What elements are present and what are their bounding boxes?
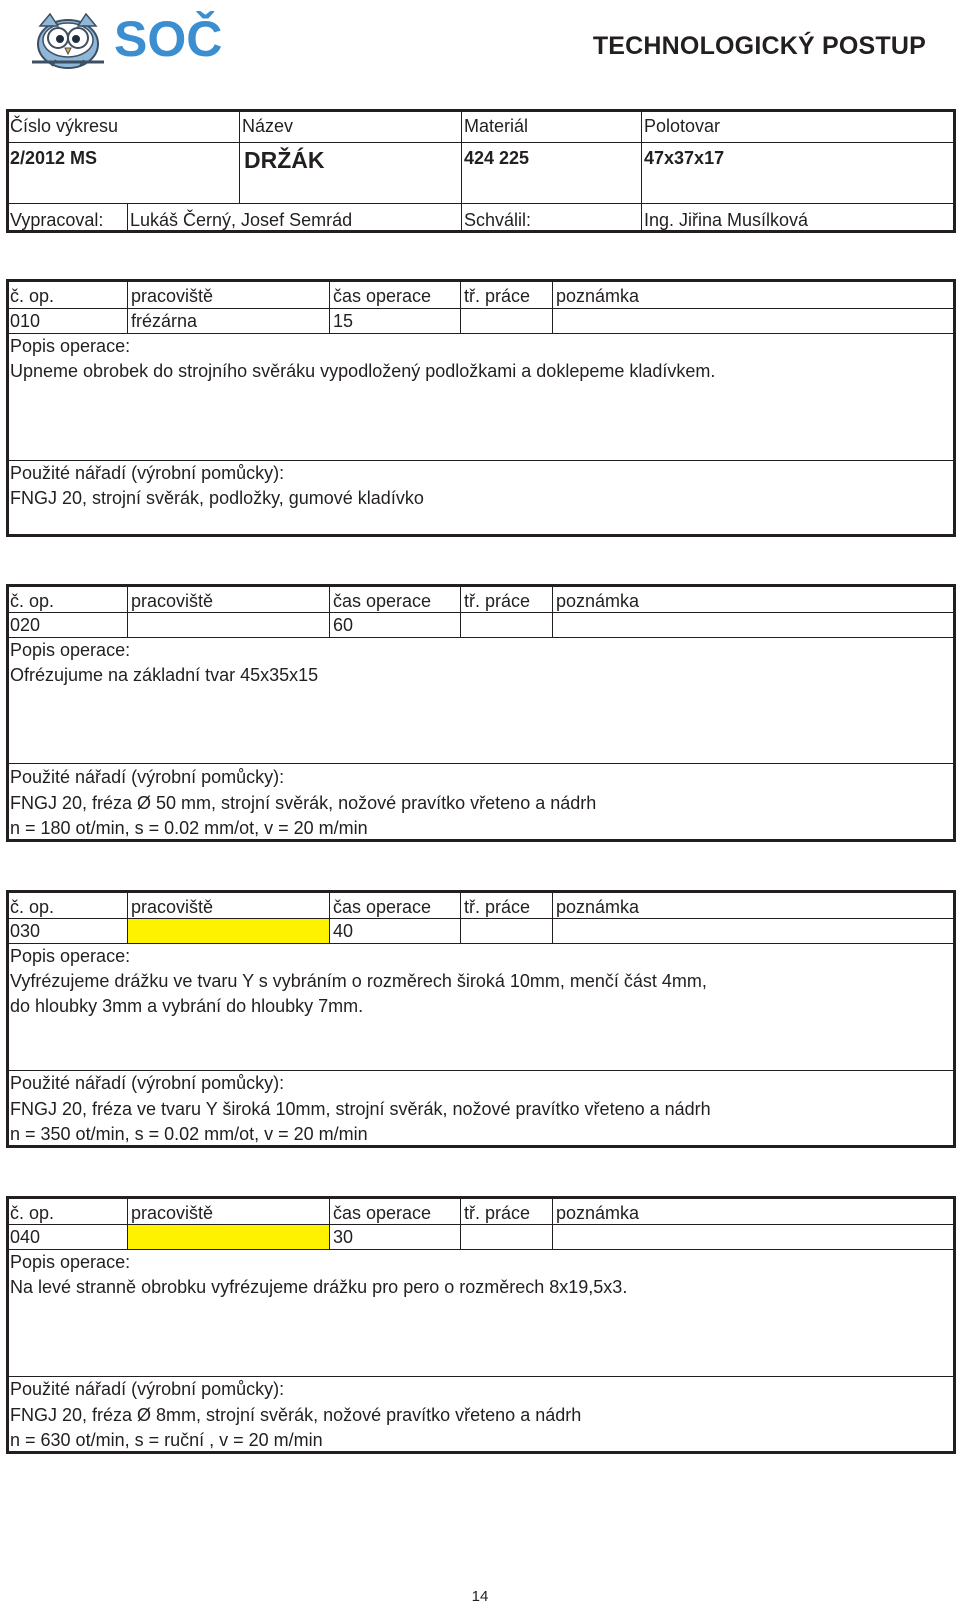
operation-block-030 [6, 890, 956, 1148]
time-value: 60 [333, 615, 354, 635]
tools-line: n = 630 ot/min, s = ruční , v = 20 m/min [10, 1430, 323, 1450]
workplace-value: frézárna [131, 311, 198, 331]
op-no-label: č. op. [10, 286, 55, 306]
class-label: tř. práce [464, 591, 531, 611]
time-label: čas operace [333, 1203, 432, 1223]
op-no-label: č. op. [10, 1203, 55, 1223]
drawing-no-value: 2/2012 MS [10, 148, 98, 168]
description-label: Popis operace: [10, 1252, 131, 1272]
drawing-info-table [6, 109, 956, 233]
operation-block-010 [6, 279, 956, 537]
operation-block-040 [6, 1196, 956, 1454]
tools-line: n = 350 ot/min, s = 0.02 mm/ot, v = 20 m/min [10, 1124, 368, 1144]
workplace-label: pracoviště [131, 897, 214, 917]
approved-by-value: Ing. Jiřina Musílková [644, 210, 809, 230]
note-label: poznámka [556, 1203, 640, 1223]
time-label: čas operace [333, 897, 432, 917]
class-label: tř. práce [464, 1203, 531, 1223]
workplace-label: pracoviště [131, 286, 214, 306]
description-line: Upneme obrobek do strojního svěráku vypodložený podložkami a doklepeme kladívkem. [10, 361, 716, 381]
time-label: čas operace [333, 591, 432, 611]
tools-line: FNGJ 20, fréza Ø 8mm, strojní svěrák, nožové pravítko vřeteno a nádrh [10, 1405, 582, 1425]
op-no-label: č. op. [10, 591, 55, 611]
time-value: 40 [333, 921, 354, 941]
workplace-label: pracoviště [131, 1203, 214, 1223]
drawing-no-label: Číslo výkresu [10, 116, 119, 136]
approved-by-label: Schválil: [464, 210, 532, 230]
document-title: TECHNOLOGICKÝ POSTUP [592, 32, 926, 60]
owl-icon [32, 14, 104, 68]
description-line: do hloubky 3mm a vybrání do hloubky 7mm. [10, 996, 364, 1016]
time-label: čas operace [333, 286, 432, 306]
page-number: 14 [471, 1588, 489, 1605]
op-no-value: 010 [10, 311, 41, 331]
stock-label: Polotovar [644, 116, 721, 136]
class-label: tř. práce [464, 286, 531, 306]
time-value: 15 [333, 311, 354, 331]
op-no-value: 030 [10, 921, 41, 941]
part-name-value: DRŽÁK [244, 147, 325, 173]
note-label: poznámka [556, 897, 640, 917]
tools-line: FNGJ 20, fréza Ø 50 mm, strojní svěrák, nožové pravítko vřeteno a nádrh [10, 793, 597, 813]
name-label: Název [242, 116, 294, 136]
svg-text:SOČ: SOČ [114, 11, 223, 67]
op-no-value: 020 [10, 615, 41, 635]
material-value: 424 225 [464, 148, 530, 168]
tools-line: n = 180 ot/min, s = 0.02 mm/ot, v = 20 m/min [10, 818, 368, 838]
op-no-value: 040 [10, 1227, 41, 1247]
tools-line: FNGJ 20, fréza ve tvaru Y široká 10mm, strojní svěrák, nožové pravítko vřeteno a nádrh [10, 1099, 711, 1119]
workplace-label: pracoviště [131, 591, 214, 611]
prepared-by-value: Lukáš Černý, Josef Semrád [130, 210, 353, 230]
material-label: Materiál [464, 116, 529, 136]
class-label: tř. práce [464, 897, 531, 917]
time-value: 30 [333, 1227, 354, 1247]
description-line: Vyfrézujeme drážku ve tvaru Y s vybráním o rozměrech široká 10mm, menčí část 4mm, [10, 971, 707, 991]
workplace-highlight [128, 919, 329, 943]
tools-label: Použité nářadí (výrobní pomůcky): [10, 1073, 285, 1093]
workplace-highlight [128, 1225, 329, 1249]
description-label: Popis operace: [10, 336, 131, 356]
description-line: Ofrézujume na základní tvar 45x35x15 [10, 665, 319, 685]
op-no-label: č. op. [10, 897, 55, 917]
note-label: poznámka [556, 591, 640, 611]
operation-block-020 [6, 584, 956, 842]
description-label: Popis operace: [10, 640, 131, 660]
tools-label: Použité nářadí (výrobní pomůcky): [10, 1379, 285, 1399]
tools-label: Použité nářadí (výrobní pomůcky): [10, 767, 285, 787]
tools-line: FNGJ 20, strojní svěrák, podložky, gumové kladívko [10, 488, 424, 508]
stock-value: 47x37x17 [644, 148, 725, 168]
soc-logo [28, 4, 233, 70]
tools-label: Použité nářadí (výrobní pomůcky): [10, 463, 285, 483]
description-label: Popis operace: [10, 946, 131, 966]
description-line: Na levé stranně obrobku vyfrézujeme drážku pro pero o rozměrech 8x19,5x3. [10, 1277, 628, 1297]
note-label: poznámka [556, 286, 640, 306]
prepared-by-label: Vypracoval: [10, 210, 104, 230]
